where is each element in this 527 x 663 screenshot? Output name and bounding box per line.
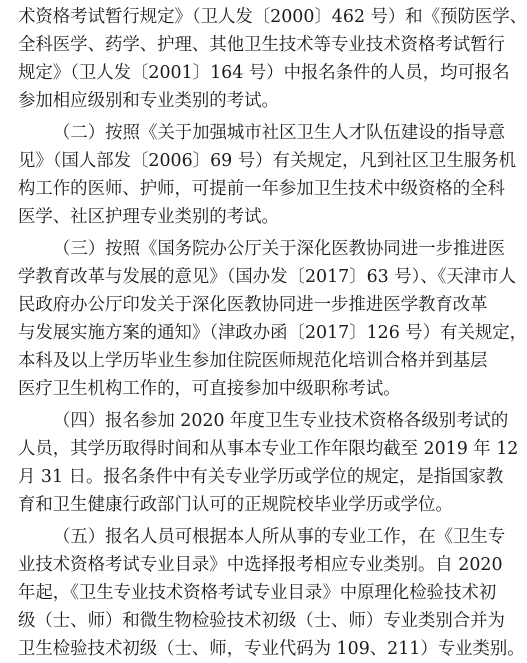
paragraph-line: （五）报名人员可根据本人所从事的专业工作，在《卫生专 xyxy=(53,527,506,547)
paragraph-line: 全科医学、药学、护理、其他卫生技术等专业技术资格考试暂行 xyxy=(18,35,505,55)
paragraph-2 xyxy=(18,119,516,231)
paragraph-line: 本科及以上学历毕业生参加住院医师规范化培训合格并到基层 xyxy=(18,351,488,371)
paragraph-1 xyxy=(18,3,527,115)
paragraph-line: 育和卫生健康行政部门认可的正规院校毕业学历或学位。 xyxy=(18,495,453,515)
paragraph-line: 规定》（卫人发〔2001〕164 号）中报名条件的人员，均可报名 xyxy=(18,63,510,83)
paragraph-line: 民政府办公厅印发关于深化医教协同进一步推进医学教育改革 xyxy=(18,295,488,315)
paragraph-line: （四）报名参加 2020 年度卫生专业技术资格各级别考试的 xyxy=(53,411,509,431)
paragraph-line: 构工作的医师、护师，可提前一年参加卫生技术中级资格的全科 xyxy=(18,179,505,199)
paragraph-line: 人员，其学历取得时间和从事本专业工作年限均截至 2019 年 12 xyxy=(18,439,519,459)
paragraph-line: 术资格考试暂行规定》（卫人发〔2000〕462 号）和《预防医学、 xyxy=(18,7,527,27)
paragraph-line: 与发展实施方案的通知》（津政办函〔2017〕126 号）有关规定， xyxy=(18,323,527,343)
paragraph-line: 月 31 日。报名条件中有关专业学历或学位的规定，是指国家教 xyxy=(18,467,504,487)
paragraph-line: 医疗卫生机构工作的，可直接参加中级职称考试。 xyxy=(18,379,401,399)
paragraph-line: 见》（国人部发〔2006〕69 号）有关规定，凡到社区卫生服务机 xyxy=(18,151,516,171)
paragraph-line: 参加相应级别和专业类别的考试。 xyxy=(18,91,279,111)
paragraph-line: 医学、社区护理专业类别的考试。 xyxy=(18,207,279,227)
paragraph-line: 年起，《卫生专业技术资格考试专业目录》中原理化检验技术初 xyxy=(18,583,497,603)
paragraph-line: 级（士、师）和微生物检验技术初级（士、师）专业类别合并为 xyxy=(18,611,505,631)
paragraph-line: 学教育改革与发展的意见》（国办发〔2017〕63 号）、《天津市人 xyxy=(18,267,516,287)
paragraph-4 xyxy=(18,407,519,519)
paragraph-line: （三）按照《国务院办公厅关于深化医教协同进一步推进医 xyxy=(53,239,506,259)
paragraph-3 xyxy=(18,235,527,403)
paragraph-line: （二）按照《关于加强城市社区卫生人才队伍建设的指导意 xyxy=(53,123,506,143)
paragraph-line: 业技术资格考试专业目录》中选择报考相应专业类别。自 2020 xyxy=(18,555,503,575)
paragraph-5 xyxy=(18,523,525,663)
paragraph-line: 卫生检验技术初级（士、师，专业代码为 109、211）专业类别。 xyxy=(18,639,525,659)
